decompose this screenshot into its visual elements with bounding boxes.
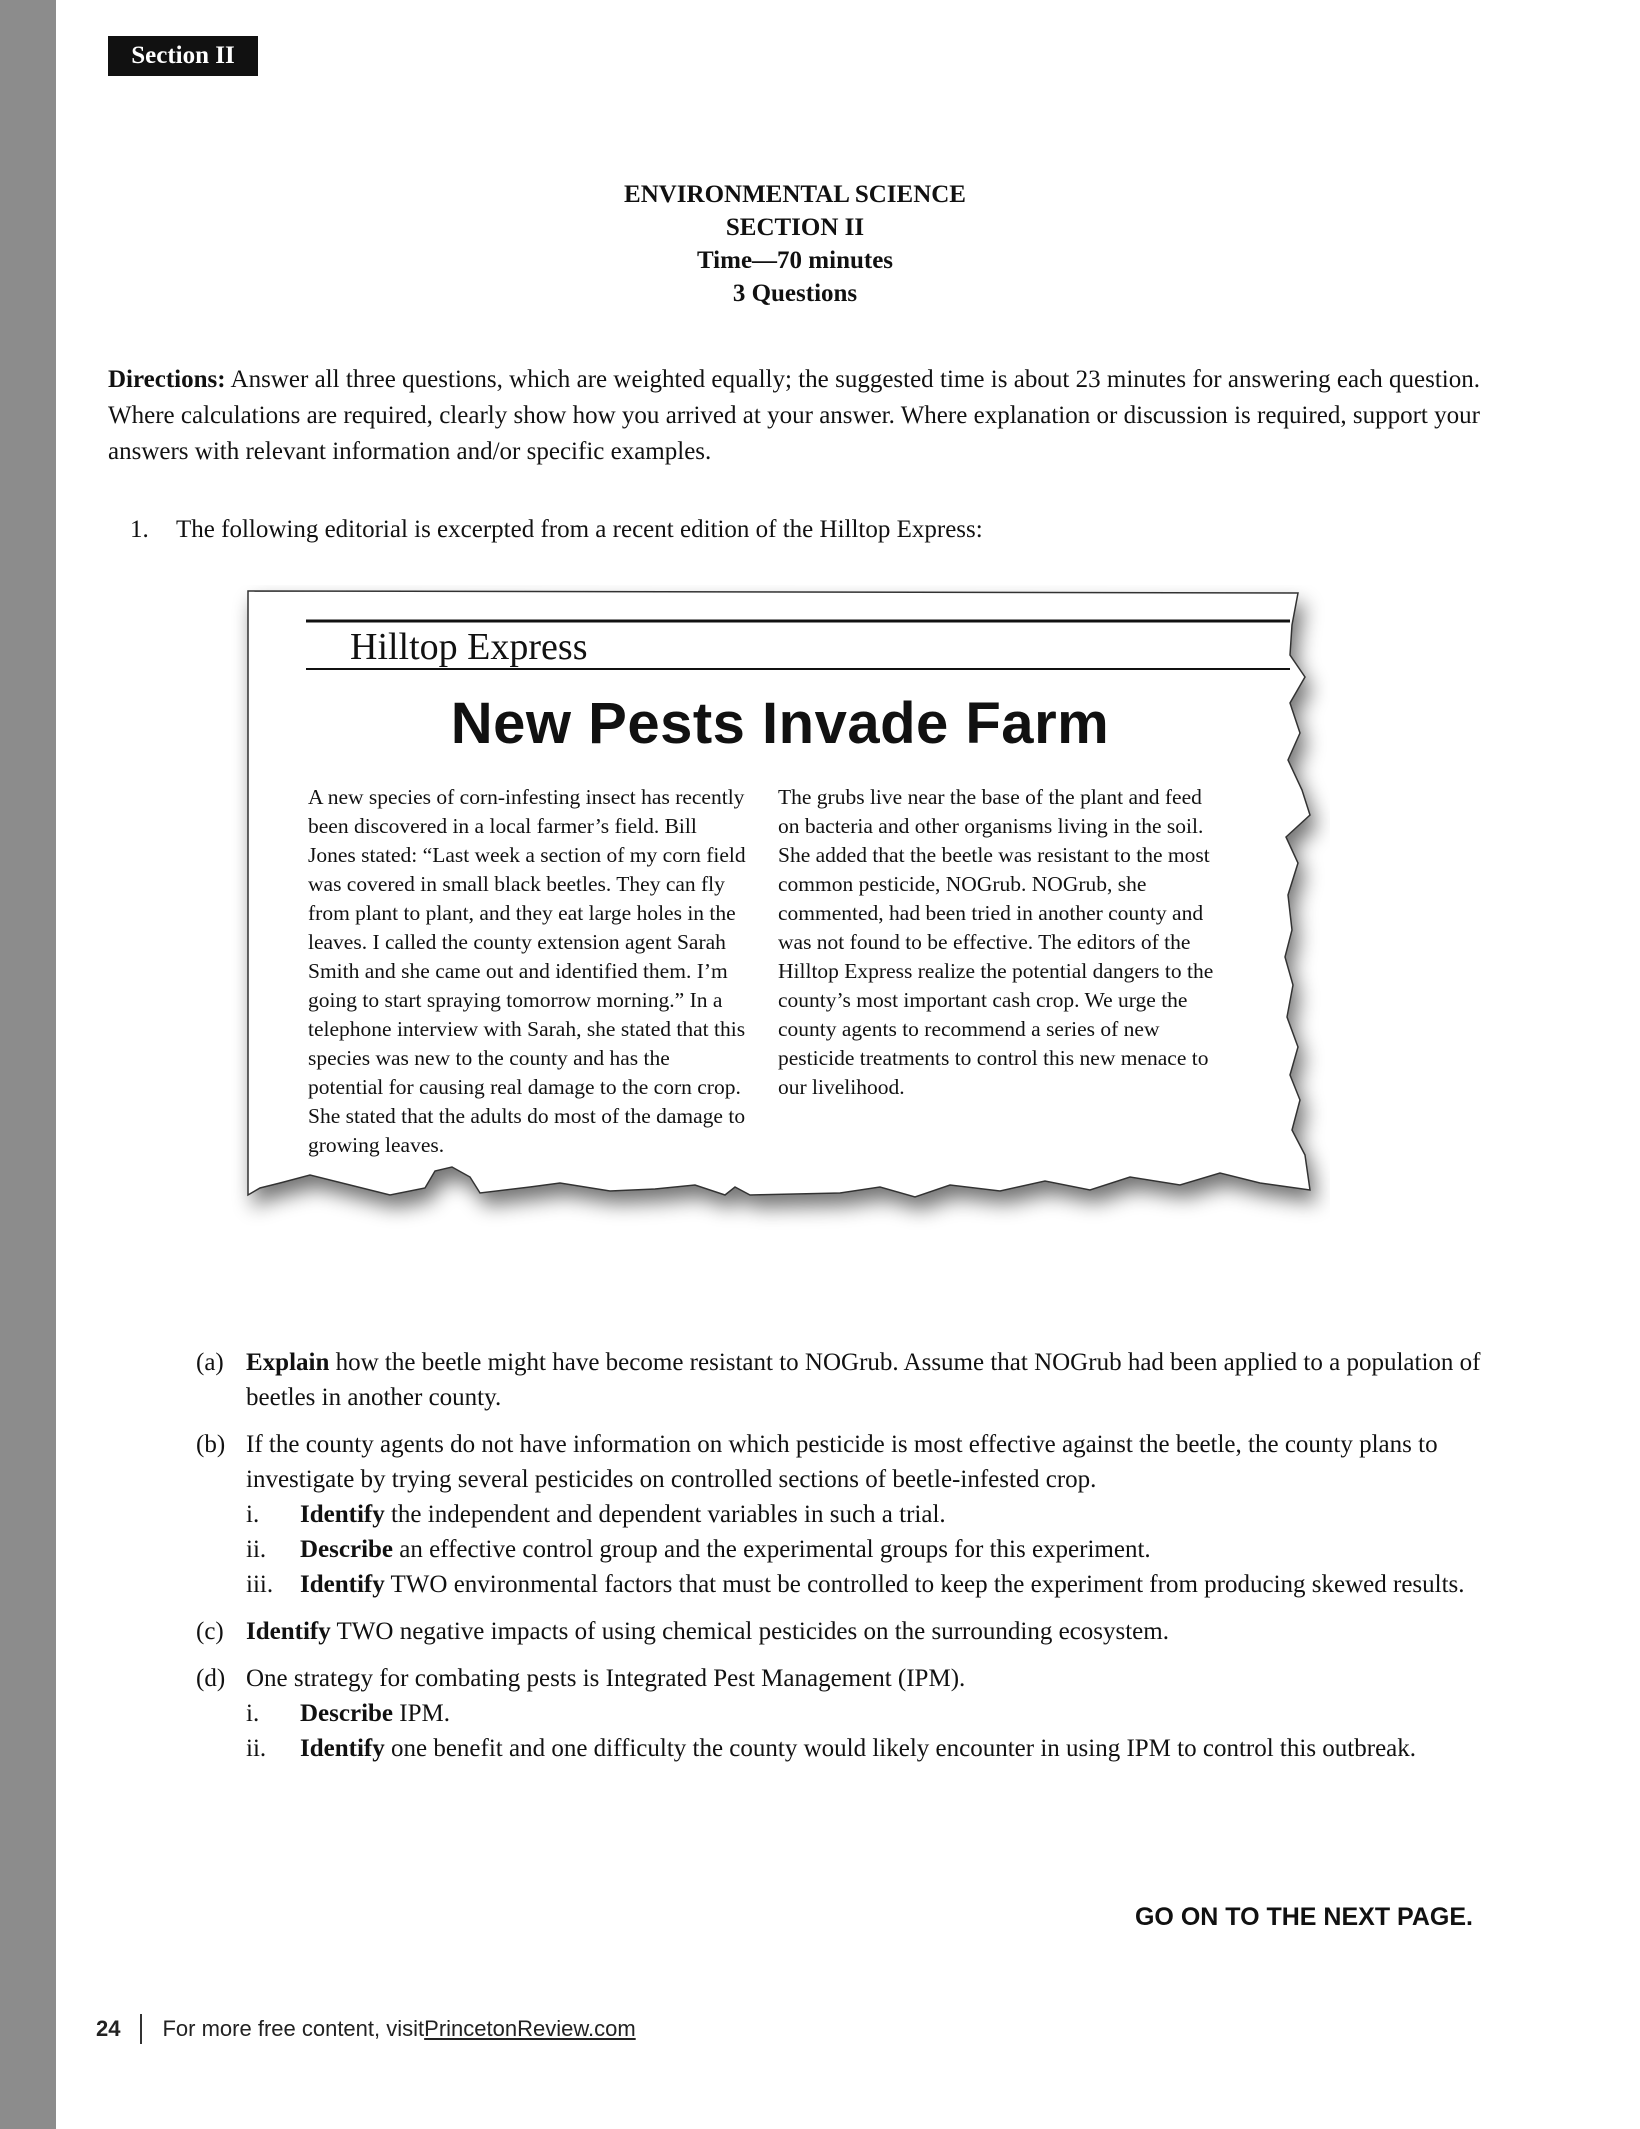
subpart-b-i	[246, 1497, 1496, 1532]
part-label: (d)	[196, 1665, 226, 1692]
subpart-label: ii.	[246, 1536, 267, 1563]
subpart-label: ii.	[246, 1735, 267, 1762]
question-number: 1.	[130, 516, 149, 543]
newspaper-clipping	[230, 585, 1330, 1285]
header-section: SECTION II	[725, 214, 865, 241]
part-label: (a)	[196, 1349, 224, 1376]
question-intro-text: The following editorial is excerpted from a recent edition of the Hilltop Express:	[176, 516, 983, 543]
footer-text: For more free content, visit	[162, 2016, 425, 2041]
part-a	[196, 1345, 1496, 1415]
task-verb: Identify	[300, 1501, 385, 1528]
task-verb: Describe	[300, 1536, 394, 1563]
header-subject: ENVIRONMENTAL SCIENCE	[624, 181, 966, 208]
footer-divider	[140, 2014, 142, 2044]
left-margin-bar	[0, 0, 56, 2129]
subpart-label: i.	[246, 1700, 260, 1727]
subpart-label: i.	[246, 1501, 260, 1528]
go-on-notice: GO ON TO THE NEXT PAGE.	[1134, 1903, 1473, 1931]
subpart-text: the independent and dependent variables in such a trial.	[384, 1501, 946, 1528]
newspaper-headline: New Pests Invade Farm	[450, 691, 1110, 756]
footer-link[interactable]: PrincetonReview.com	[424, 2016, 636, 2041]
part-d	[196, 1661, 1496, 1766]
article-column-1: A new species of corn-infesting insect has recently been discovered in a local farmer’s field. Bill Jones stated: “Last week a section of my corn field was covered in small black beetles. They can fly from plant to plant, and they eat large holes in the leaves. I called the county extension agent Sarah Smith and she came out and identified them. I’m going to start spraying tomorrow morning.” In a telephone interview with Sarah, she stated that this species was new to the county and has the potential for causing real damage to the corn crop. She stated that the adults do most of the damage to growing leaves.	[308, 785, 746, 1157]
directions	[108, 362, 1480, 470]
page-footer	[96, 2012, 636, 2046]
header-question-count: 3 Questions	[732, 280, 858, 307]
header-time: Time—70 minutes	[696, 247, 894, 274]
section-tab: Section II	[108, 36, 258, 76]
subpart-b-ii	[246, 1532, 1496, 1567]
task-verb: Identify	[300, 1571, 385, 1598]
subpart-text: IPM.	[393, 1700, 450, 1727]
subpart-b-iii	[246, 1567, 1496, 1602]
task-verb: Identify	[246, 1618, 331, 1645]
newspaper-masthead: Hilltop Express	[350, 626, 588, 668]
task-verb: Identify	[300, 1735, 385, 1762]
subpart-text: TWO environmental factors that must be controlled to keep the experiment from producing skewed results.	[384, 1571, 1465, 1598]
part-label: (c)	[196, 1618, 224, 1645]
part-text: One strategy for combating pests is Integrated Pest Management (IPM).	[246, 1665, 966, 1692]
question-parts	[196, 1345, 1496, 1778]
part-text: TWO negative impacts of using chemical pesticides on the surrounding ecosystem.	[330, 1618, 1169, 1645]
subpart-text: an effective control group and the experimental groups for this experiment.	[393, 1536, 1151, 1563]
question-1-intro	[130, 512, 983, 548]
page-number: 24	[96, 2016, 121, 2041]
subpart-d-ii	[246, 1731, 1496, 1766]
subpart-d-i	[246, 1696, 1496, 1731]
directions-text: Answer all three questions, which are weighted equally; the suggested time is about 23 minutes for answering each question. Where calculations are required, clearly show how you arrived at your answer. Where explanation or discussion is required, support your answers with relevant information and/or specific examples.	[108, 366, 1480, 465]
part-label: (b)	[196, 1431, 226, 1458]
article-column-2: The grubs live near the base of the plant and feed on bacteria and other organisms living in the soil. She added that the beetle was resistant to the most common pesticide, NOGrub. NOGrub, she commented, had been tried in another county and was not found to be effective. The editors of the Hilltop Express realize the potential dangers to the county’s most important cash crop. We urge the county agents to recommend a series of new pesticide treatments to control this new menace to our livelihood.	[778, 785, 1214, 1099]
task-verb: Describe	[300, 1700, 394, 1727]
part-text: If the county agents do not have information on which pesticide is most effective against the beetle, the county plans to investigate by trying several pesticides on controlled sections of beetle-infested crop.	[246, 1431, 1438, 1493]
subpart-label: iii.	[246, 1571, 274, 1598]
directions-label: Directions:	[108, 366, 226, 393]
task-verb: Explain	[246, 1349, 330, 1376]
subpart-text: one benefit and one difficulty the county would likely encounter in using IPM to control this outbreak.	[384, 1735, 1417, 1762]
part-text: how the beetle might have become resistant to NOGrub. Assume that NOGrub had been applied to a population of beetles in another county.	[246, 1349, 1481, 1411]
part-b	[196, 1427, 1496, 1602]
part-c	[196, 1614, 1496, 1649]
section-header	[0, 178, 1590, 310]
